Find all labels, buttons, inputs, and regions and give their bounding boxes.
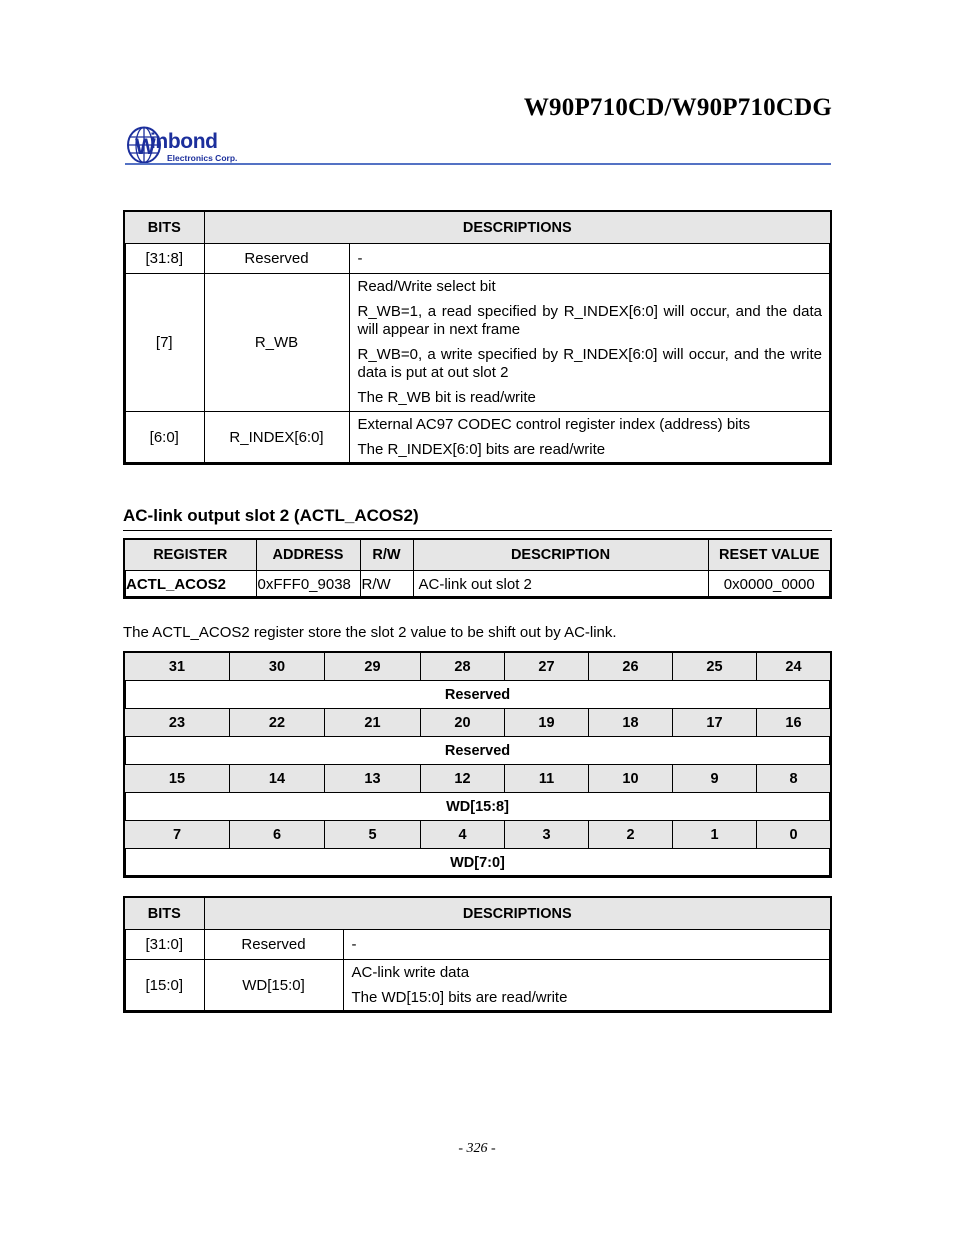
field-name-cell: Reserved (204, 244, 349, 274)
bit-number: 10 (589, 765, 673, 793)
register-address: 0xFFF0_9038 (256, 571, 360, 599)
bit-number: 6 (230, 821, 325, 849)
document-title: W90P710CD/W90P710CDG (523, 94, 832, 121)
logo-initial: W (135, 134, 156, 159)
register-rw: R/W (360, 571, 413, 599)
bit-number: 30 (230, 652, 325, 681)
bit-number: 21 (325, 709, 421, 737)
bit-number: 29 (325, 652, 421, 681)
description-line: The WD[15:0] bits are read/write (351, 989, 568, 1006)
description-cell (349, 244, 831, 274)
bit-number: 22 (230, 709, 325, 737)
bit-number: 7 (124, 821, 230, 849)
header-register: REGISTER (124, 539, 256, 571)
header-rule (125, 163, 831, 165)
description-line: - (351, 935, 357, 953)
bit-map-table (123, 651, 832, 878)
bits-cell: [31:8] (124, 244, 204, 274)
field-name-cell: Reserved (204, 930, 343, 960)
description-line: - (357, 249, 363, 267)
description-cell (349, 274, 831, 412)
bit-number: 12 (421, 765, 505, 793)
winbond-logo (127, 126, 252, 166)
register-reset-value: 0x0000_0000 (708, 571, 831, 599)
header-rw: R/W (360, 539, 413, 571)
logo-wordmark: inbond (150, 130, 218, 153)
bit-field-name: WD[7:0] (124, 849, 831, 878)
description-line: R_WB=0, a write specified by R_INDEX[6:0] will occur, and the write data is put at out slot 2 (357, 346, 822, 381)
section-rule (123, 530, 832, 531)
bit-number: 4 (421, 821, 505, 849)
bit-number: 28 (421, 652, 505, 681)
bit-number: 26 (589, 652, 673, 681)
bit-number: 25 (673, 652, 757, 681)
description-cell (343, 960, 831, 1013)
bit-field-name: WD[15:8] (124, 793, 831, 821)
bit-number: 13 (325, 765, 421, 793)
bit-number: 3 (505, 821, 589, 849)
header-bits: BITS (124, 211, 204, 244)
bit-number: 17 (673, 709, 757, 737)
description-line: External AC97 CODEC control register index (address) bits (357, 416, 751, 433)
bit-number: 27 (505, 652, 589, 681)
bit-number: 23 (124, 709, 230, 737)
bit-number: 14 (230, 765, 325, 793)
bit-descriptions-table-1 (123, 210, 832, 465)
register-note: The ACTL_ACOS2 register store the slot 2 value to be shift out by AC-link. (123, 624, 617, 641)
description-line: The R_INDEX[6:0] bits are read/write (357, 441, 606, 458)
description-line: R_WB=1, a read specified by R_INDEX[6:0] will occur, and the data will appear in next frame (357, 303, 822, 338)
bit-field-name: Reserved (124, 737, 831, 765)
bits-cell: [15:0] (124, 960, 204, 1013)
bit-number: 0 (757, 821, 832, 849)
bit-number: 24 (757, 652, 832, 681)
bit-number: 9 (673, 765, 757, 793)
bit-number: 31 (124, 652, 230, 681)
description-line: AC-link write data (351, 964, 470, 981)
header-reset-value: RESET VALUE (708, 539, 831, 571)
field-name-cell: R_INDEX[6:0] (204, 412, 349, 465)
page-number: - 326 - (458, 1141, 496, 1156)
bit-descriptions-table-2 (123, 896, 832, 1013)
field-name-cell: WD[15:0] (204, 960, 343, 1013)
logo-subtitle: Electronics Corp. (167, 153, 238, 163)
description-cell (349, 412, 831, 465)
bit-number: 5 (325, 821, 421, 849)
register-description: AC-link out slot 2 (413, 571, 708, 599)
description-line: Read/Write select bit (357, 278, 496, 295)
bit-number: 1 (673, 821, 757, 849)
bit-field-name: Reserved (124, 681, 831, 709)
bits-cell: [7] (124, 274, 204, 412)
section-title: AC-link output slot 2 (ACTL_ACOS2) (123, 506, 419, 525)
description-line: The R_WB bit is read/write (357, 389, 536, 406)
bit-number: 8 (757, 765, 832, 793)
register-summary-table (123, 538, 832, 599)
description-cell (343, 930, 831, 960)
header-descriptions: DESCRIPTIONS (204, 211, 831, 244)
bits-cell: [31:0] (124, 930, 204, 960)
register-name: ACTL_ACOS2 (124, 571, 256, 599)
header-descriptions: DESCRIPTIONS (204, 897, 831, 930)
bit-number: 2 (589, 821, 673, 849)
bit-number: 18 (589, 709, 673, 737)
field-name-cell: R_WB (204, 274, 349, 412)
header-bits: BITS (124, 897, 204, 930)
header-address: ADDRESS (256, 539, 360, 571)
bit-number: 20 (421, 709, 505, 737)
bit-number: 16 (757, 709, 832, 737)
bit-number: 11 (505, 765, 589, 793)
header-description: DESCRIPTION (413, 539, 708, 571)
bit-number: 15 (124, 765, 230, 793)
bit-number: 19 (505, 709, 589, 737)
bits-cell: [6:0] (124, 412, 204, 465)
